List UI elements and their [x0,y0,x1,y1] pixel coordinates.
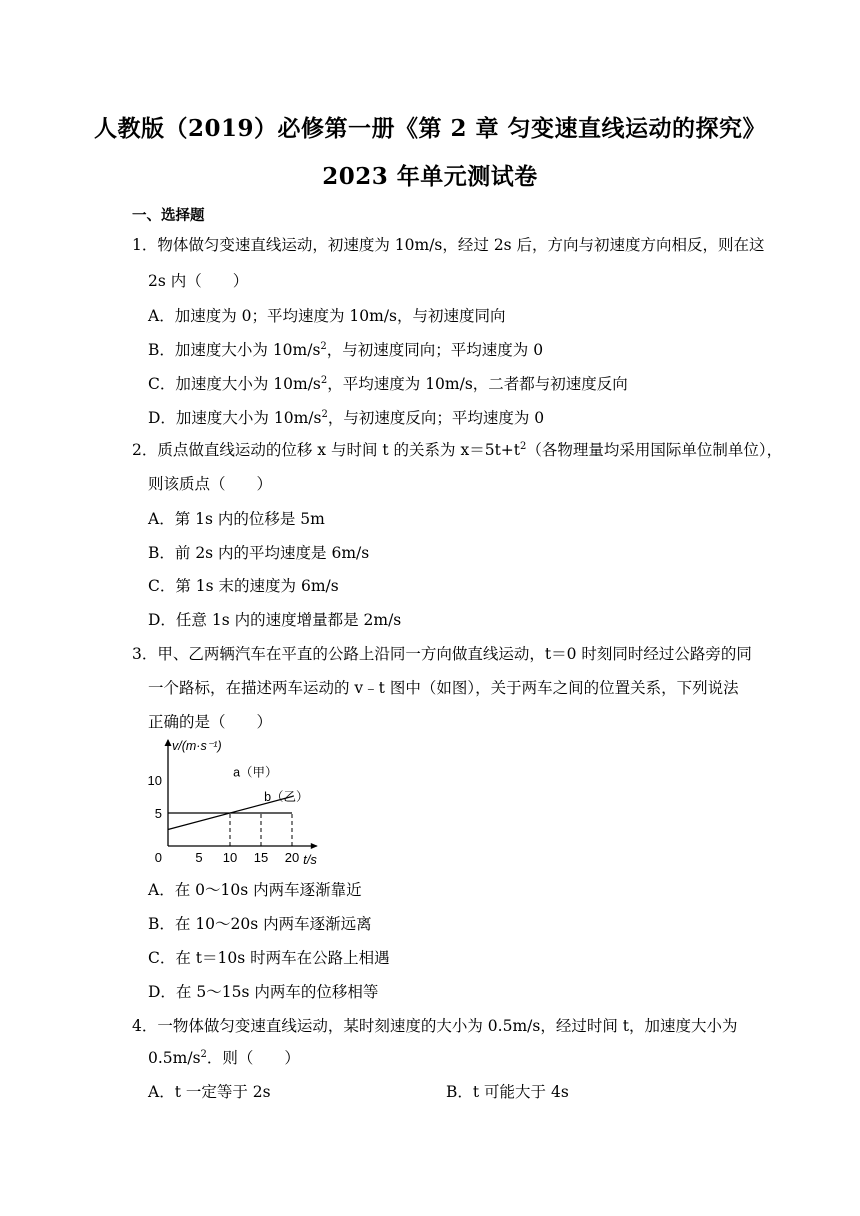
q3-stem-line1: 3．甲、乙两辆汽车在平直的公路上沿同一方向做直线运动，t＝0 时刻同时经过公路旁的同 [132,645,752,663]
q2-option-a: A．第 1s 内的位移是 5m [148,510,325,528]
y-tick-label: 10 [147,773,162,788]
q1-stem-line2: 2s 内（ ） [148,272,249,290]
y-axis-arrow [165,739,172,746]
q3-option-c: C．在 t＝10s 时两车在公路上相遇 [148,949,390,967]
q4-stem-line2: $0.5m/s^2$．则（ ） [148,1048,300,1067]
y-tick-label: 5 [154,806,162,821]
title-line-2: 2023 年单元测试卷 [322,163,538,190]
x-tick-label: 5 [195,850,203,865]
vt-chart [140,736,340,868]
title-line-1: 人教版（2019）必修第一册《第 2 章 匀变速直线运动的探究》 [93,115,767,142]
q3-option-d: D．在 5～15s 内两车的位移相等 [148,983,379,1001]
origin-label: 0 [154,850,162,865]
q2-option-d: D．任意 1s 内的速度增量都是 2m/s [148,611,402,629]
section-heading: 一、选择题 [132,207,205,224]
q4-option-b: B．t 可能大于 4s [446,1083,569,1101]
q1-stem-line1: 1．物体做匀变速直线运动，初速度为 10m/s，经过 2s 后，方向与初速度方向相反，则在这 [132,236,765,254]
chart-layer [148,739,318,867]
x-tick-label: 20 [284,850,300,865]
q2-stem-line1: 2．质点做直线运动的位移 x 与时间 t 的关系为 $x=5t+t^2$（各物理量均采用国际单位制单位）， [132,440,783,459]
q4-option-a: A．t 一定等于 2s [148,1083,271,1101]
q3-stem-line3: 正确的是（ ） [148,713,273,731]
q1-option-a: A．加速度为 0；平均速度为 10m/s，与初速度同向 [148,307,506,325]
q2-option-b: B．前 2s 内的平均速度是 6m/s [148,544,370,562]
q3-option-a: A．在 0～10s 内两车逐渐靠近 [148,881,362,899]
q1-option-c: C．加速度大小为 $10m/s^2$，平均速度为 10m/s，二者都与初速度反向 [148,374,628,393]
x-tick-label: 15 [253,850,269,865]
q1-option-d: D．加速度大小为 $10m/s^2$，与初速度反向；平均速度为 0 [148,408,545,427]
series-label-a: a（甲） [233,765,278,780]
q3-stem-line2: 一个路标，在描述两车运动的 v﹣t 图中（如图），关于两车之间的位置关系，下列说法 [148,679,739,697]
q4-stem-line1: 4．一物体做匀变速直线运动，某时刻速度的大小为 0.5m/s，经过时间 t，加速度大小为 [132,1017,738,1035]
x-tick-label: 10 [222,850,238,865]
x-axis-label: t/s [303,852,317,867]
q2-option-c: C．第 1s 末的速度为 6m/s [148,577,339,595]
y-axis-label: v/(m·s⁻¹) [172,739,222,753]
q3-option-b: B．在 10～20s 内两车逐渐远离 [148,915,372,933]
q1-option-b: B．加速度大小为 $10m/s^2$，与初速度同向；平均速度为 0 [148,340,544,359]
q2-stem-line2: 则该质点（ ） [148,475,273,493]
x-axis-arrow [311,843,318,849]
series-label-b: b（乙） [264,790,309,805]
